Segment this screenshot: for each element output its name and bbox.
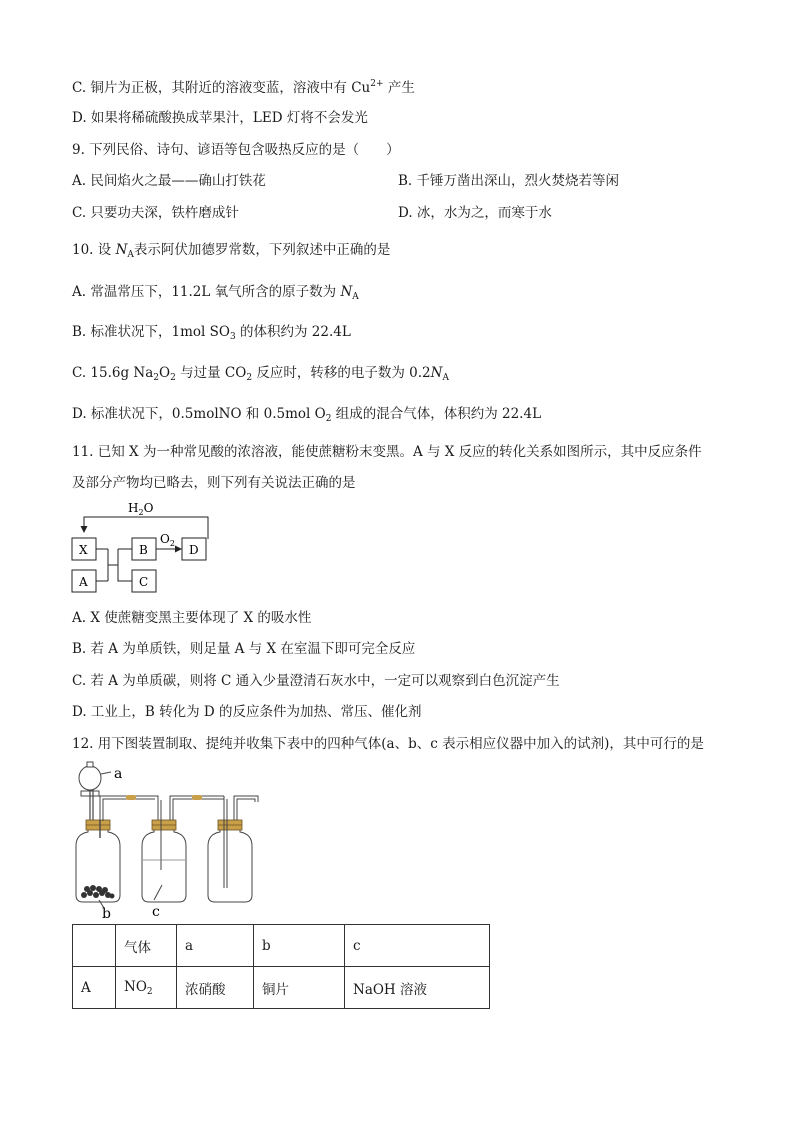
bottle-2: [142, 824, 186, 902]
q9-stem: 9. 下列民俗、诗句、谚语等包含吸热反应的是（ ）: [72, 142, 400, 158]
water-label: $H_2O$: [128, 501, 154, 517]
header-cell-c: c: [345, 925, 490, 967]
q9-option-d: D. 冰，水为之，而寒于水: [398, 205, 552, 221]
row-label: A: [73, 967, 116, 1009]
o2-label: $O_2$: [160, 532, 175, 548]
q9-option-c: C. 只要功夫深，铁杵磨成针: [72, 205, 239, 221]
cell-reagent-c: NaOH 溶液: [345, 967, 490, 1009]
header-cell-a: a: [177, 925, 254, 967]
q11-stem-line1: 11. 已知 X 为一种常见酸的浓溶液，能使蔗糖粉末变黑。A 与 X 反应的转化关系如图所示，其中反应条件: [72, 444, 702, 460]
cell-reagent-a: 浓硝酸: [177, 967, 254, 1009]
bottle-3: [208, 824, 252, 902]
box-x-label: X: [79, 543, 88, 557]
header-cell-blank: [73, 925, 116, 967]
q8-option-d: D. 如果将稀硫酸换成苹果汁，LED 灯将不会发光: [72, 110, 368, 126]
box-c-label: C: [139, 575, 149, 589]
header-cell-b: b: [254, 925, 345, 967]
table-row: [73, 967, 490, 1009]
q10-stem: 10. 设 $N_A$表示阿伏加德罗常数，下列叙述中正确的是: [72, 242, 391, 260]
reaction-bracket: [96, 549, 132, 581]
box-b-label: B: [139, 543, 148, 557]
box-a-label: A: [79, 575, 88, 589]
box-d-label: D: [189, 543, 199, 557]
label-b: b: [102, 906, 111, 920]
gas-table: [72, 924, 490, 1009]
q11-flow-diagram: [60, 496, 220, 600]
q12-apparatus: [66, 760, 276, 920]
q10-option-d: D. 标准状况下，0.5molNO 和 0.5mol $O_2$ 组成的混合气体，体积约为 22.4L: [72, 406, 542, 424]
label-c: c: [152, 904, 160, 920]
q10-option-a: A. 常温常压下，11.2L 氧气所含的原子数为 $N_A$: [72, 284, 359, 302]
funnel-bulb: [79, 766, 101, 790]
q10-option-c: C. 15.6g $Na_2O_2$ 与过量 $CO_2$ 反应时，转移的电子数为 $0.2N_A$: [72, 365, 449, 383]
header-cell-gas: 气体: [116, 925, 177, 967]
q11-stem-line2: 及部分产物均已略去，则下列有关说法正确的是: [72, 475, 356, 491]
q11-option-a: A. X 使蔗糖变黑主要体现了 X 的吸水性: [72, 610, 312, 626]
cell-gas: $NO_2$: [116, 967, 177, 1009]
q12-stem: 12. 用下图装置制取、提纯并收集下表中的四种气体(a、b、c 表示相应仪器中加入的试剂)，其中可行的是: [72, 736, 704, 752]
label-a: a: [114, 766, 123, 782]
q10-option-b: B. 标准状况下，1mol $SO_3$ 的体积约为 22.4L: [72, 324, 351, 342]
cell-reagent-b: 铜片: [254, 967, 345, 1009]
q9-option-b: B. 千锤万凿出深山，烈火焚烧若等闲: [398, 173, 620, 189]
q8-option-c: C. 铜片为正极，其附近的溶液变蓝，溶液中有 $Cu^{2+}$ 产生: [72, 79, 415, 96]
table-header-row: [73, 925, 490, 967]
q9-option-a: A. 民间焰火之最——确山打铁花: [72, 173, 266, 189]
q11-option-d: D. 工业上，B 转化为 D 的反应条件为加热、常压、催化剂: [72, 704, 422, 720]
q11-option-c: C. 若 A 为单质碳，则将 C 通入少量澄清石灰水中，一定可以观察到白色沉淀产生: [72, 673, 560, 689]
water-return-line: [84, 517, 208, 539]
q11-option-b: B. 若 A 为单质铁，则足量 A 与 X 在室温下即可完全反应: [72, 641, 416, 657]
